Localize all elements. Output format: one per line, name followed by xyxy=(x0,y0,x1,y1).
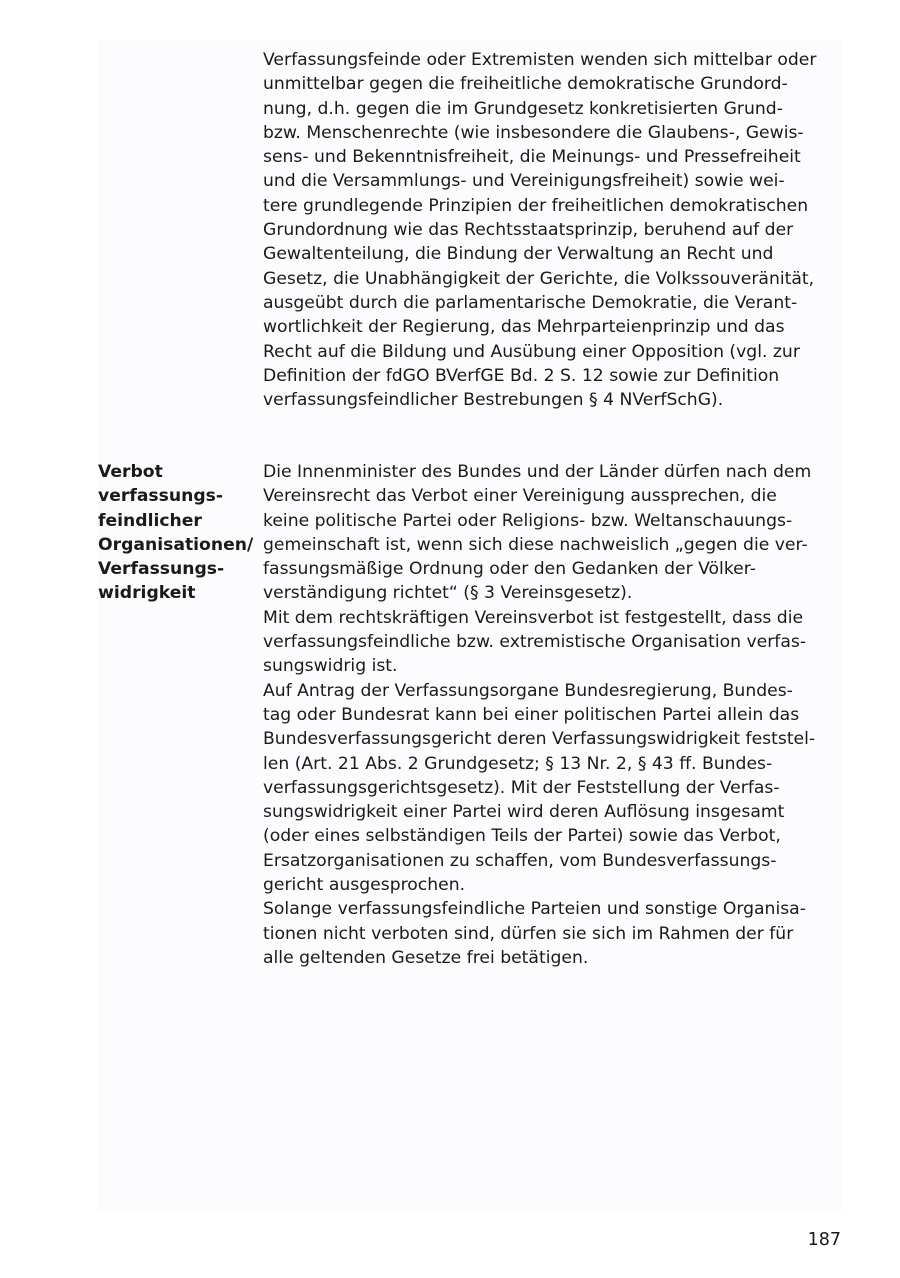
text-line: Definition der fdGO BVerfGE Bd. 2 S. 12 sowie zur Definition xyxy=(263,365,780,386)
text-line: keine politische Partei oder Religions- bzw. Weltanschauungs- xyxy=(263,510,793,531)
text-line: verfassungsgerichtsgesetz). Mit der Feststellung der Verfas- xyxy=(263,777,780,798)
paragraph-vereinsverbot xyxy=(263,460,849,606)
text-line: und die Versammlungs- und Vereinigungsfreiheit) sowie wei- xyxy=(263,171,785,192)
heading-line: widrigkeit xyxy=(98,583,196,604)
section-side-heading xyxy=(98,460,258,606)
heading-line: Verbot xyxy=(98,462,163,482)
text-line: tere grundlegende Prinzipien der freiheitlichen demokratischen xyxy=(263,195,809,216)
text-line: Bundesverfassungsgericht deren Verfassungswidrigkeit feststel- xyxy=(263,729,816,750)
text-line: verständigung richtet“ (§ 3 Vereinsgesetz). xyxy=(263,583,633,604)
heading-line: feindlicher xyxy=(98,510,202,531)
text-line: bzw. Menschenrechte (wie insbesondere die Glaubens-, Gewis- xyxy=(263,122,804,143)
intro-paragraph xyxy=(263,48,849,412)
paragraph-parteiverbot xyxy=(263,679,849,898)
text-line: tionen nicht verboten sind, dürfen sie sich im Rahmen der für xyxy=(263,923,794,944)
text-line: Vereinsrecht das Verbot einer Vereinigung aussprechen, die xyxy=(263,486,777,507)
text-line: fassungsmäßige Ordnung oder den Gedanken der Völker- xyxy=(263,559,756,580)
text-line: Auf Antrag der Verfassungsorgane Bundesregierung, Bundes- xyxy=(263,680,793,701)
text-line: gemeinschaft ist, wenn sich diese nachweislich „gegen die ver- xyxy=(263,534,808,555)
text-line: tag oder Bundesrat kann bei einer politischen Partei allein das xyxy=(263,704,800,725)
text-line: Grundordnung wie das Rechtsstaatsprinzip, beruhend auf der xyxy=(263,220,794,241)
text-line: unmittelbar gegen die freiheitliche demokratische Grundord- xyxy=(263,74,788,95)
section-body xyxy=(263,460,849,970)
text-line: Recht auf die Bildung und Ausübung einer Opposition (vgl. zur xyxy=(263,341,800,362)
text-line: Verfassungsfeinde oder Extremisten wenden sich mittelbar oder xyxy=(263,50,817,70)
paragraph-verfassungswidrig xyxy=(263,606,849,679)
text-line: nung, d.h. gegen die im Grundgesetz konkretisierten Grund- xyxy=(263,98,783,119)
text-line: Solange verfassungsfeindliche Parteien und sonstige Organisa- xyxy=(263,899,806,920)
text-line: gericht ausgesprochen. xyxy=(263,875,466,896)
text-line: verfassungsfeindlicher Bestrebungen § 4 NVerfSchG). xyxy=(263,390,724,411)
text-line: ausgeübt durch die parlamentarische Demokratie, die Verant- xyxy=(263,292,798,313)
text-line: Gesetz, die Unabhängigkeit der Gerichte, die Volkssouveränität, xyxy=(263,268,815,289)
text-line: sungswidrigkeit einer Partei wird deren Auflösung insgesamt xyxy=(263,802,785,823)
text-line: Gewaltenteilung, die Bindung der Verwaltung an Recht und xyxy=(263,244,774,265)
text-line: Ersatzorganisationen zu schaffen, vom Bundesverfassungs- xyxy=(263,850,777,871)
text-line: wortlichkeit der Regierung, das Mehrparteienprinzip und das xyxy=(263,317,785,338)
heading-line: verfassungs- xyxy=(98,486,224,507)
heading-line: Organisationen/ xyxy=(98,534,254,555)
heading-line: Verfassungs- xyxy=(98,559,225,580)
text-line: sens- und Bekenntnisfreiheit, die Meinungs- und Pressefreiheit xyxy=(263,147,801,168)
text-line: len (Art. 21 Abs. 2 Grundgesetz; § 13 Nr. 2, § 43 ff. Bundes- xyxy=(263,753,773,774)
paragraph-betaetigung xyxy=(263,897,849,970)
page-number: 187 xyxy=(807,1230,841,1250)
text-line: Die Innenminister des Bundes und der Länder dürfen nach dem xyxy=(263,462,812,482)
text-line: alle geltenden Gesetze frei betätigen. xyxy=(263,947,589,968)
text-line: sungswidrig ist. xyxy=(263,656,398,677)
text-line: verfassungsfeindliche bzw. extremistische Organisation verfas- xyxy=(263,632,807,653)
text-line: (oder eines selbständigen Teils der Partei) sowie das Verbot, xyxy=(263,826,781,847)
text-line: Mit dem rechtskräftigen Vereinsverbot ist festgestellt, dass die xyxy=(263,607,804,628)
